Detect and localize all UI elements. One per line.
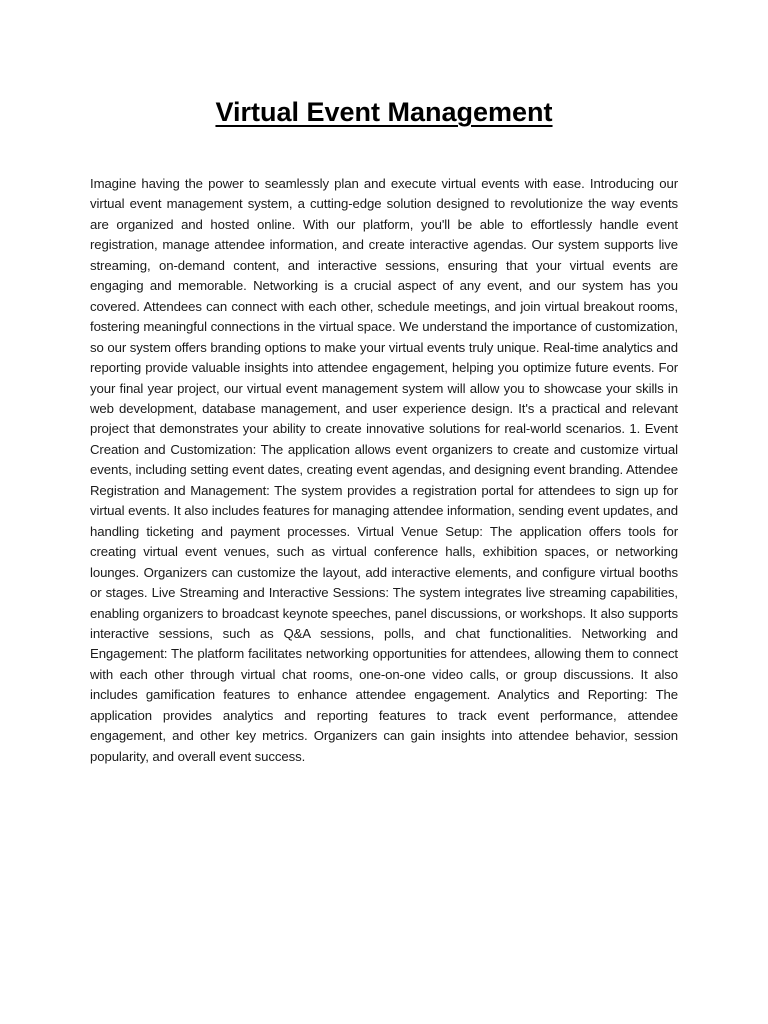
document-title bbox=[0, 95, 768, 129]
document-title-text: Virtual Event Management bbox=[215, 97, 553, 127]
document-body-paragraph: Imagine having the power to seamlessly plan and execute virtual events with ease. Introducing our virtual event management system, a cutting-edge solution designed to revolutionize the way events are organized and hosted online. With our platform, you'll be able to effortlessly handle event registration, manage attendee information, and create interactive agendas. Our system supports live streaming, on-demand content, and interactive sessions, ensuring that your virtual events are engaging and memorable. Networking is a crucial aspect of any event, and our system has you covered. Attendees can connect with each other, schedule meetings, and join virtual breakout rooms, fostering meaningful connections in the virtual space. We understand the importance of customization, so our system offers branding options to make your virtual events truly unique. Real-time analytics and reporting provide valuable insights into attendee engagement, helping you optimize future events. For your final year project, our virtual event management system will allow you to showcase your skills in web development, database management, and user experience design. It's a practical and relevant project that demonstrates your ability to create innovative solutions for real-world scenarios. 1. Event Creation and Customization: The application allows event organizers to create and customize virtual events, including setting event dates, creating event agendas, and designing event branding. Attendee Registration and Management: The system provides a registration portal for attendees to sign up for virtual events. It also includes features for managing attendee information, sending event updates, and handling ticketing and payment processes. Virtual Venue Setup: The application offers tools for creating virtual event venues, such as virtual conference halls, exhibition spaces, or networking lounges. Organizers can customize the layout, add interactive elements, and configure virtual booths or stages. Live Streaming and Interactive Sessions: The system integrates live streaming capabilities, enabling organizers to broadcast keynote speeches, panel discussions, or workshops. It also supports interactive sessions, such as Q&A sessions, polls, and chat functionalities. Networking and Engagement: The platform facilitates networking opportunities for attendees, allowing them to connect with each other through virtual chat rooms, one-on-one video calls, or group discussions. It also includes gamification features to enhance attendee engagement. Analytics and Reporting: The application provides analytics and reporting features to track event performance, attendee engagement, and other key metrics. Organizers can gain insights into attendee behavior, session popularity, and overall event success. bbox=[90, 176, 678, 764]
